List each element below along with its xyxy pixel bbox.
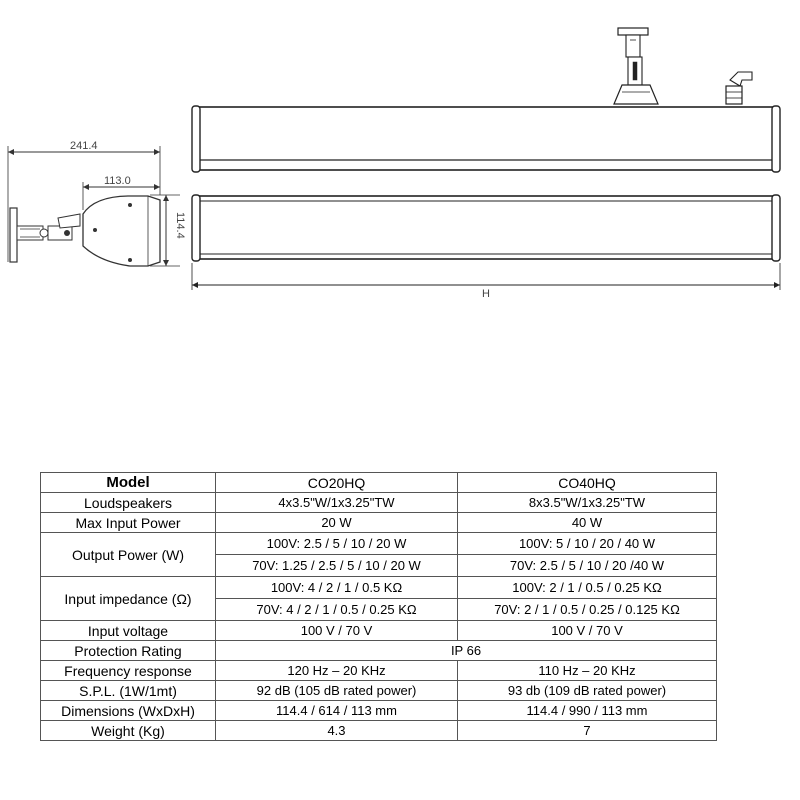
cell-value: 70V: 2.5 / 5 / 10 / 20 /40 W bbox=[458, 555, 717, 577]
cell-value: 70V: 1.25 / 2.5 / 5 / 10 / 20 W bbox=[216, 555, 458, 577]
row-label: Protection Rating bbox=[41, 641, 216, 661]
bracket-arm bbox=[17, 226, 43, 240]
table-row bbox=[41, 621, 717, 641]
cell-value: 4x3.5"W/1x3.25"TW bbox=[216, 493, 458, 513]
row-label: Dimensions (WxDxH) bbox=[41, 701, 216, 721]
table-row bbox=[41, 577, 717, 599]
table-row bbox=[41, 493, 717, 513]
cell-value: 7 bbox=[458, 721, 717, 741]
row-label: Max Input Power bbox=[41, 513, 216, 533]
top-view bbox=[192, 28, 780, 172]
row-label: Loudspeakers bbox=[41, 493, 216, 513]
cell-value: 70V: 4 / 2 / 1 / 0.5 / 0.25 KΩ bbox=[216, 599, 458, 621]
row-label: Frequency response bbox=[41, 661, 216, 681]
table-row bbox=[41, 681, 717, 701]
speaker-front-body bbox=[198, 196, 774, 259]
front-view bbox=[192, 195, 780, 290]
row-label: Input voltage bbox=[41, 621, 216, 641]
cell-value: 70V: 2 / 1 / 0.5 / 0.25 / 0.125 KΩ bbox=[458, 599, 717, 621]
cell-value: 114.4 / 614 / 113 mm bbox=[216, 701, 458, 721]
cell-value: 20 W bbox=[216, 513, 458, 533]
cell-value: 8x3.5"W/1x3.25"TW bbox=[458, 493, 717, 513]
cell-value: 120 Hz – 20 KHz bbox=[216, 661, 458, 681]
cell-value: 100 V / 70 V bbox=[458, 621, 717, 641]
spec-table bbox=[40, 472, 717, 741]
cell-value: 100V: 2.5 / 5 / 10 / 20 W bbox=[216, 533, 458, 555]
cell-value: 92 dB (105 dB rated power) bbox=[216, 681, 458, 701]
cell-value: 110 Hz – 20 KHz bbox=[458, 661, 717, 681]
cell-value: 4.3 bbox=[216, 721, 458, 741]
body-depth-label: 113.0 bbox=[104, 175, 131, 187]
row-label: Weight (Kg) bbox=[41, 721, 216, 741]
height-label: 114.4 bbox=[174, 212, 186, 239]
table-row bbox=[41, 721, 717, 741]
model-co20hq-header: CO20HQ bbox=[216, 473, 458, 493]
ceiling-bracket-plate bbox=[618, 28, 648, 35]
row-label: Output Power (W) bbox=[41, 533, 216, 577]
cell-value: 100 V / 70 V bbox=[216, 621, 458, 641]
table-row bbox=[41, 533, 717, 555]
row-label: S.P.L. (1W/1mt) bbox=[41, 681, 216, 701]
model-header: Model bbox=[41, 473, 216, 493]
wall-plate bbox=[10, 208, 17, 262]
table-row bbox=[41, 641, 717, 661]
cell-value: 100V: 2 / 1 / 0.5 / 0.25 KΩ bbox=[458, 577, 717, 599]
cell-value: 40 W bbox=[458, 513, 717, 533]
cell-value: 93 db (109 dB rated power) bbox=[458, 681, 717, 701]
table-row bbox=[41, 661, 717, 681]
cell-value: 100V: 5 / 10 / 20 / 40 W bbox=[458, 533, 717, 555]
side-view bbox=[8, 146, 180, 266]
table-header-row bbox=[41, 473, 717, 493]
table-row bbox=[41, 513, 717, 533]
cable-connector bbox=[730, 72, 752, 86]
cell-value: 100V: 4 / 2 / 1 / 0.5 KΩ bbox=[216, 577, 458, 599]
row-label: Input impedance (Ω) bbox=[41, 577, 216, 621]
cell-value: IP 66 bbox=[216, 641, 717, 661]
length-label: H bbox=[482, 288, 490, 300]
cell-value: 114.4 / 990 / 113 mm bbox=[458, 701, 717, 721]
overall-depth-label: 241.4 bbox=[70, 140, 98, 152]
model-co40hq-header: CO40HQ bbox=[458, 473, 717, 493]
table-row bbox=[41, 701, 717, 721]
